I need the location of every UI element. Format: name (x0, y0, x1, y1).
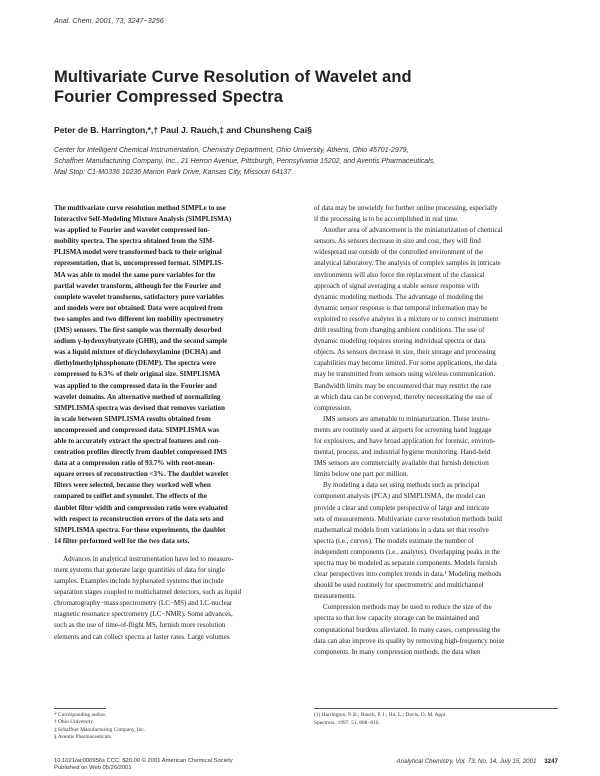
text-line: representation, that is, uncompressed format. SIMPLIS- (54, 259, 224, 268)
text-line: elements and can collect spectra at faster rates. Large volumes (54, 632, 230, 641)
footnote: ‡ Schaffner Manufacturing Company, Inc. (54, 726, 146, 733)
text-line: compressed to 6.3% of their original size. SIMPLISMA (54, 370, 221, 379)
footnote: † Ohio University. (54, 719, 94, 726)
text-line: dynamic modeling methods. The advantage of modeling the (314, 292, 484, 301)
text-line: measurements. (314, 592, 357, 601)
text-line: should be used routinely for spectrometric and multichannel (314, 581, 484, 590)
footer-right (397, 758, 558, 765)
text-line: By modeling a data set using methods such as principal (323, 481, 480, 490)
text-line: if the processing is to be accomplished in real time. (314, 215, 459, 224)
text-line: Another area of advancement is the miniaturization of chemical (323, 226, 503, 235)
text-line: sets of measurements. Multivariate curve resolution methods build (314, 514, 502, 523)
text-line: spectra so that low capacity storage can be maintained and (314, 614, 479, 623)
text-line: Compression methods may be used to reduce the size of the (323, 603, 492, 612)
body-paragraph (314, 480, 558, 602)
left-column (54, 203, 306, 643)
affiliation-line: Center for Intelligent Chemical Instrumentation, Chemistry Department, Ohio University, Athens, Ohio 45701-2979, (54, 147, 409, 154)
affiliation-line: Schaffner Manufacturing Company, Inc., 21 Herron Avenue, Pittsburgh, Pennsylvania 15202, and Aventis Pharmaceuticals, (54, 158, 436, 166)
text-line: was a liquid mixture of dicyclohexylamine (DCHA) and (54, 348, 221, 357)
text-line: filters were selected, because they worked well when (54, 481, 211, 490)
text-line: two samples and two different ion mobility spectrometry (54, 314, 224, 323)
text-line: IMS sensors are amenable to miniaturization. These instru- (323, 414, 490, 423)
text-line: clear perspectives into complex trends in data.¹ Modeling methods (314, 570, 502, 579)
body-paragraph (314, 203, 558, 225)
text-line: separation stages coupled to multichannel detectors, such as liquid (54, 588, 242, 597)
text-line: Advances in analytical instrumentation have led to measure- (63, 554, 234, 563)
footnote-rule (54, 708, 106, 709)
reference-line: (1) Harrington, P. B.; Rauch, P. J.; Hu, L.; Davis, D. M. Appl. (314, 712, 447, 718)
text-line: at which data can be conveyed, thereby necessitating the use of (314, 392, 493, 401)
text-line: dynamic modeling requires storing individual spectra or data (314, 337, 486, 346)
text-line: uncompressed and compressed data. SIMPLISMA was (54, 425, 219, 434)
text-line: IMS sensors are commercially available that furnish detection (314, 459, 489, 468)
journal-reference: Anal. Chem. 2001, 73, 3247−3256 (54, 16, 164, 25)
text-line: partial wavelet transform, although for the Fourier and (54, 281, 221, 290)
footer-left (54, 758, 233, 773)
text-line: with respect to reconstruction errors of the data sets and (54, 514, 224, 523)
text-line: spectra (i.e., curves). The models estimate the number of (314, 536, 474, 545)
reference-line: Spectrosc. 1997, 51, 808−816. (314, 719, 380, 726)
references (314, 712, 558, 727)
text-line: compression. (314, 403, 352, 412)
text-line: SIMPLISMA spectra was devised that removes variation (54, 403, 225, 412)
text-line: widespread use outside of the controlled environment of the (314, 248, 484, 257)
text-line: sodium γ-hydroxybutyrate (GHB), and the second sample (54, 337, 228, 346)
footnote: * Corresponding author. (54, 712, 107, 718)
text-line: objects. As sensors decrease in size, their storage and processing (314, 348, 496, 357)
text-line: Bandwidth limits may be encountered that may restrict the rate (314, 381, 492, 390)
abstract (54, 203, 306, 547)
text-line: component analysis (PCA) and SIMPLISMA, the model can (314, 492, 486, 501)
text-line: environments will also force the replacement of the classical (314, 270, 485, 279)
text-line: The multivariate curve resolution method SIMPLe to use (54, 204, 226, 212)
journal-citation: Analytical Chemistry, Vol. 73, No. 14, July 15, 2001 (396, 758, 537, 765)
title-line: Fourier Compressed Spectra (54, 88, 284, 106)
text-line: sensors. As sensors decrease in size and cost, they will find (314, 237, 481, 246)
text-line: magnetic resonance spectrometry (LC−NMR). Some advances, (54, 610, 233, 619)
published-line: Published on Web 05/26/2001 (54, 765, 132, 772)
text-line: provide a clear and complete perspective of large and intricate (314, 503, 490, 512)
text-line: 14 filter performed well for the two data sets. (54, 536, 190, 545)
text-line: mathematical models from variations in a data set that resolve (314, 525, 489, 534)
text-line: components. In many compression methods, the data when (314, 647, 481, 656)
text-line: such as the use of time-of-flight MS, furnish more resolution (54, 621, 226, 630)
text-line: chromatography−mass spectrometry (LC−MS) and LC-nuclear (54, 599, 233, 608)
text-line: complete wavelet transforms, satisfactory pure variables (54, 292, 224, 301)
text-line: may be transmitted from sensors using wireless communication. (314, 370, 496, 379)
text-line: approach of signal averaging a stable sensor response with (314, 281, 480, 290)
text-line: spectra may be modeled as separate components. Models furnish (314, 559, 497, 567)
text-line: (IMS) sensors. The first sample was thermally desorbed (54, 326, 222, 335)
text-line: centration profiles directly from daublet compressed IMS (54, 448, 227, 457)
text-line: square errors of reconstruction <3%. The daublet wavelet (54, 470, 229, 479)
text-line: wavelet domains. An alternative method of normalizing (54, 392, 221, 401)
text-line: PLISMA model were transformed back to their original (54, 248, 222, 257)
text-line: limits below one part per million. (314, 470, 409, 479)
text-line: was applied to Fourier and wavelet compressed ion- (54, 226, 210, 235)
text-line: and models were not obtained. Data were acquired from (54, 303, 223, 312)
text-line: mental, process, and industrial hygiene monitoring. Hand-held (314, 448, 491, 457)
text-line: data at a compression ratio of 93.7% with root-mean- (54, 459, 215, 468)
author-list: Peter de B. Harrington,*,† Paul J. Rauch,‡ and Chunsheng Cai§ (54, 125, 312, 135)
article-title (54, 67, 554, 107)
text-line: daublet filter width and compression ratio were evaluated (54, 503, 228, 512)
text-line: in scale between SIMPLISMA results obtained from (54, 414, 211, 423)
text-line: of data may be unwieldy for further online processing, especially (314, 204, 498, 212)
text-line: samples. Examples include hyphenated systems that include (54, 577, 224, 586)
title-line: Multivariate Curve Resolution of Wavelet and (54, 68, 412, 86)
text-line: analytical laboratory. The analysis of complex samples in intricate (314, 259, 501, 268)
text-line: dynamic sensor response is that temporal information may be (314, 303, 488, 312)
right-column (314, 203, 558, 658)
text-line: data can also improve its quality by removing high-frequency noise (314, 636, 505, 645)
text-line: drift resulting from changing ambient conditions. The use of (314, 326, 485, 335)
text-line: ments are routinely used at airports for screening hand luggage (314, 425, 492, 434)
text-line: SIMPLISMA spectra. For these experiments, the daublet (54, 525, 226, 534)
footnote: § Aventis Pharmaceuticals. (54, 734, 113, 741)
text-line: diethylmethylphosphonate (DEMP). The spectra were (54, 359, 217, 368)
text-line: compared to coiflet and symmlet. The effects of the (54, 492, 207, 501)
text-line: was applied to the compressed data in the Fourier and (54, 381, 217, 390)
text-line: MA was able to model the same pure variables for the (54, 270, 216, 279)
body-paragraph (314, 225, 558, 414)
page-number: 3247 (544, 758, 558, 765)
text-line: capabilities may become limited. For some applications, the data (314, 359, 497, 368)
footnotes (54, 712, 304, 742)
introduction-paragraph (54, 554, 306, 643)
text-line: mobility spectra. The spectra obtained from the SIM- (54, 237, 215, 246)
text-line: Interactive Self-Modeling Mixture Analysis (SIMPLISMA) (54, 215, 232, 224)
affiliation-line: Mail Stop: C1-M0336 10236 Marion Park Drive, Kansas City, Missouri 64137. (54, 169, 294, 177)
body-paragraph (314, 414, 558, 481)
reference-rule (314, 708, 558, 709)
text-line: ment systems that generate large quantities of data for single (54, 566, 225, 574)
text-line: independent components (i.e., analytes). Overlapping peaks in the (314, 547, 501, 556)
affiliations (54, 145, 554, 179)
text-line: for explosives, and have broad application for forensic, environ- (314, 436, 496, 445)
text-line: able to accurately extract the spectral features and con- (54, 436, 221, 445)
doi-line: 10.1021/ac000956s CCC: $20.00 © 2001 American Chemical Society (54, 758, 233, 764)
body-paragraph (314, 602, 558, 657)
text-line: exploited to resolve analytes in a mixture or to correct instrument (314, 314, 499, 323)
text-line: computational burdens alleviated. In many cases, compressing the (314, 625, 501, 634)
